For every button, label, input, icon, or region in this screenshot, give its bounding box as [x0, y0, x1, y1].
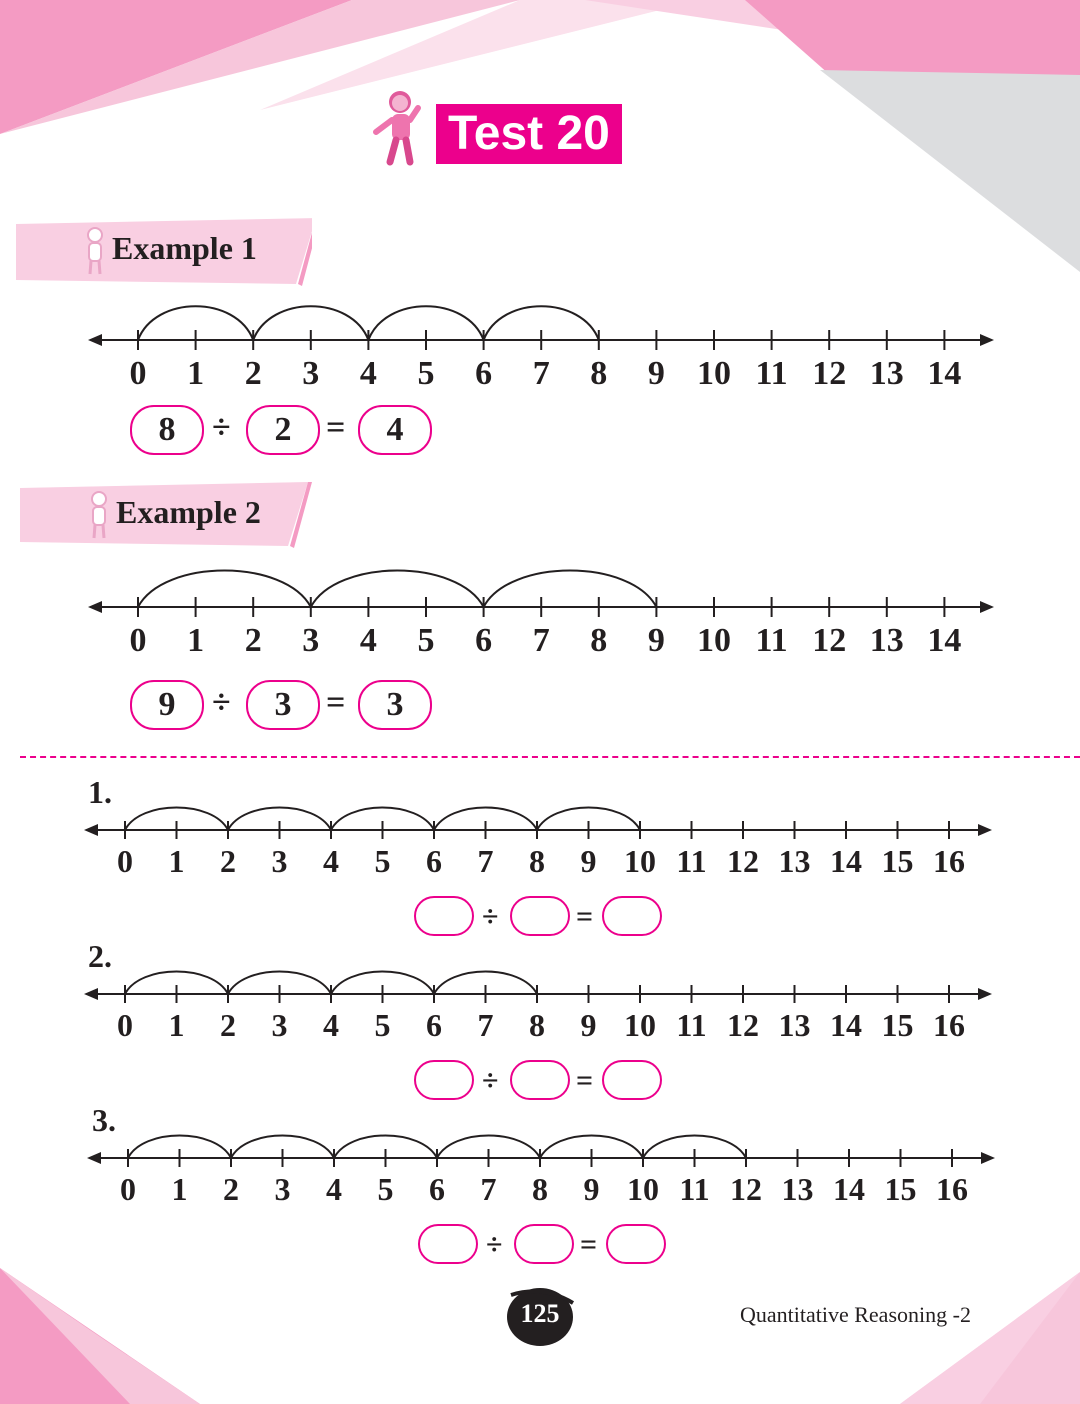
equation-example-1: [130, 405, 450, 457]
tick-label: 6: [475, 355, 493, 392]
tick-label: 11: [755, 355, 788, 392]
tick-label: 10: [697, 622, 731, 659]
tick-label: 8: [529, 843, 545, 879]
tick-label: 11: [676, 1007, 707, 1043]
tick-label: 12: [727, 843, 759, 879]
dividend-answer-box[interactable]: [414, 896, 474, 936]
tick-label: 6: [429, 1171, 445, 1207]
example-1-label: Example 1: [112, 230, 257, 266]
tick-label: 8: [590, 355, 608, 392]
number-line-example-2: [0, 552, 1080, 662]
divisor-box: 2: [246, 405, 320, 455]
tick-label: 12: [812, 622, 847, 659]
tick-label: 7: [477, 1007, 494, 1043]
tick-label: 12: [727, 1007, 759, 1043]
equation-question-1: [414, 896, 674, 948]
quotient-box: 3: [358, 680, 432, 730]
tick-label: 15: [884, 1171, 917, 1207]
tick-label: 16: [936, 1171, 968, 1207]
division-sign: ÷: [482, 1064, 499, 1097]
equals-sign: =: [326, 409, 346, 446]
tick-label: 4: [359, 355, 377, 392]
tick-label: 5: [417, 355, 435, 392]
tick-label: 7: [480, 1171, 497, 1207]
tick-label: 0: [129, 355, 147, 392]
tick-label: 13: [781, 1171, 814, 1207]
tick-label: 6: [426, 1007, 442, 1043]
tick-label: 15: [881, 1007, 914, 1043]
tick-label: 13: [869, 355, 904, 392]
tick-label: 11: [676, 843, 707, 879]
tick-label: 2: [220, 843, 236, 879]
question-3-number: 3.: [92, 1102, 116, 1138]
tick-label: 9: [583, 1171, 600, 1207]
tick-label: 2: [244, 355, 262, 392]
axis-arrow-right: [978, 824, 992, 836]
tick-label: 9: [580, 1007, 597, 1043]
example-2-label: Example 2: [116, 494, 261, 530]
page-number-badge: [503, 1285, 577, 1347]
book-title: Quantitative Reasoning -2: [740, 1302, 971, 1327]
small-girl-icon: [82, 226, 108, 276]
tick-label: 14: [927, 622, 962, 659]
division-sign: ÷: [486, 1228, 503, 1261]
tick-label: 1: [168, 1007, 185, 1043]
tick-label: 8: [532, 1171, 548, 1207]
equation-question-3: [418, 1224, 678, 1276]
tick-label: 10: [624, 843, 656, 879]
tick-label: 14: [927, 355, 962, 392]
small-girl-icon: [86, 490, 112, 540]
equation-question-2: [414, 1060, 674, 1112]
dividend-answer-box[interactable]: [414, 1060, 474, 1100]
tick-label: 1: [187, 355, 205, 392]
tick-label: 14: [830, 843, 862, 879]
equals-sign: =: [580, 1228, 598, 1261]
tick-label: 5: [417, 622, 435, 659]
tick-label: 8: [590, 622, 608, 659]
axis-arrow-left: [88, 334, 102, 346]
tick-label: 14: [830, 1007, 862, 1043]
girl-character-icon: [370, 88, 426, 168]
tick-label: 2: [223, 1171, 239, 1207]
title-area: [370, 88, 650, 168]
tick-label: 7: [532, 622, 550, 659]
axis-arrow-right: [981, 1152, 995, 1164]
divisor-answer-box[interactable]: [514, 1224, 574, 1264]
tick-label: 1: [171, 1171, 188, 1207]
tick-label: 14: [833, 1171, 865, 1207]
tick-label: 11: [679, 1171, 710, 1207]
tick-label: 8: [529, 1007, 545, 1043]
tick-label: 15: [881, 843, 914, 879]
tick-label: 5: [374, 1007, 391, 1043]
page-number: 125: [520, 1299, 560, 1328]
jump-arc: [484, 571, 657, 607]
jump-arc: [311, 571, 484, 607]
tick-label: 3: [302, 622, 320, 659]
axis-arrow-right: [978, 988, 992, 1000]
tick-label: 6: [475, 622, 493, 659]
question-1-number: 1.: [88, 774, 112, 810]
tick-label: 6: [426, 843, 442, 879]
tick-label: 9: [647, 622, 665, 659]
tick-label: 0: [117, 843, 133, 879]
divisor-answer-box[interactable]: [510, 896, 570, 936]
tick-label: 1: [187, 622, 205, 659]
tick-label: 3: [271, 1007, 288, 1043]
tick-label: 7: [477, 843, 494, 879]
tick-label: 13: [778, 1007, 811, 1043]
tick-label: 9: [580, 843, 597, 879]
number-line-example-1: [0, 286, 1080, 396]
tick-label: 5: [377, 1171, 394, 1207]
axis-arrow-left: [84, 988, 98, 1000]
example-2-tag: [16, 482, 316, 552]
tick-label: 7: [532, 355, 550, 392]
axis-arrow-left: [84, 824, 98, 836]
example-1-tag: [12, 218, 312, 288]
division-sign: ÷: [212, 409, 231, 446]
tick-label: 2: [220, 1007, 236, 1043]
axis-arrow-left: [87, 1152, 101, 1164]
number-line-question-3: [0, 1118, 1080, 1218]
axis-arrow-right: [980, 601, 994, 613]
tick-label: 12: [812, 355, 847, 392]
equals-sign: =: [576, 1064, 594, 1097]
axis-arrow-left: [88, 601, 102, 613]
quotient-answer-box[interactable]: [602, 1060, 662, 1100]
dividend-answer-box[interactable]: [418, 1224, 478, 1264]
tick-label: 3: [271, 843, 288, 879]
tick-label: 16: [933, 1007, 965, 1043]
quotient-box: 4: [358, 405, 432, 455]
quotient-answer-box[interactable]: [602, 896, 662, 936]
tick-label: 4: [323, 1007, 339, 1043]
dividend-box: 8: [130, 405, 204, 455]
section-divider: [20, 756, 1080, 758]
tick-label: 3: [302, 355, 320, 392]
number-line-question-2: [0, 954, 1080, 1054]
tick-label: 5: [374, 843, 391, 879]
tick-label: 4: [323, 843, 339, 879]
tick-label: 9: [647, 355, 665, 392]
division-sign: ÷: [482, 900, 499, 933]
divisor-answer-box[interactable]: [510, 1060, 570, 1100]
equals-sign: =: [326, 684, 346, 721]
divisor-box: 3: [246, 680, 320, 730]
tick-label: 11: [755, 622, 788, 659]
tick-label: 3: [274, 1171, 291, 1207]
tick-label: 10: [624, 1007, 656, 1043]
number-line-question-1: [0, 790, 1080, 890]
tick-label: 0: [129, 622, 147, 659]
quotient-answer-box[interactable]: [606, 1224, 666, 1264]
tick-label: 10: [627, 1171, 659, 1207]
tick-label: 10: [697, 355, 731, 392]
tick-label: 4: [359, 622, 377, 659]
page-title: Test 20: [436, 104, 622, 164]
tick-label: 13: [869, 622, 904, 659]
axis-arrow-right: [980, 334, 994, 346]
equals-sign: =: [576, 900, 594, 933]
equation-example-2: [130, 680, 450, 732]
tick-label: 12: [730, 1171, 762, 1207]
tick-label: 16: [933, 843, 965, 879]
tick-label: 0: [117, 1007, 133, 1043]
tick-label: 1: [168, 843, 185, 879]
tick-label: 2: [244, 622, 262, 659]
dividend-box: 9: [130, 680, 204, 730]
division-sign: ÷: [212, 684, 231, 721]
tick-label: 13: [778, 843, 811, 879]
jump-arc: [138, 571, 311, 607]
tick-label: 0: [120, 1171, 136, 1207]
question-2-number: 2.: [88, 938, 112, 974]
tick-label: 4: [326, 1171, 342, 1207]
